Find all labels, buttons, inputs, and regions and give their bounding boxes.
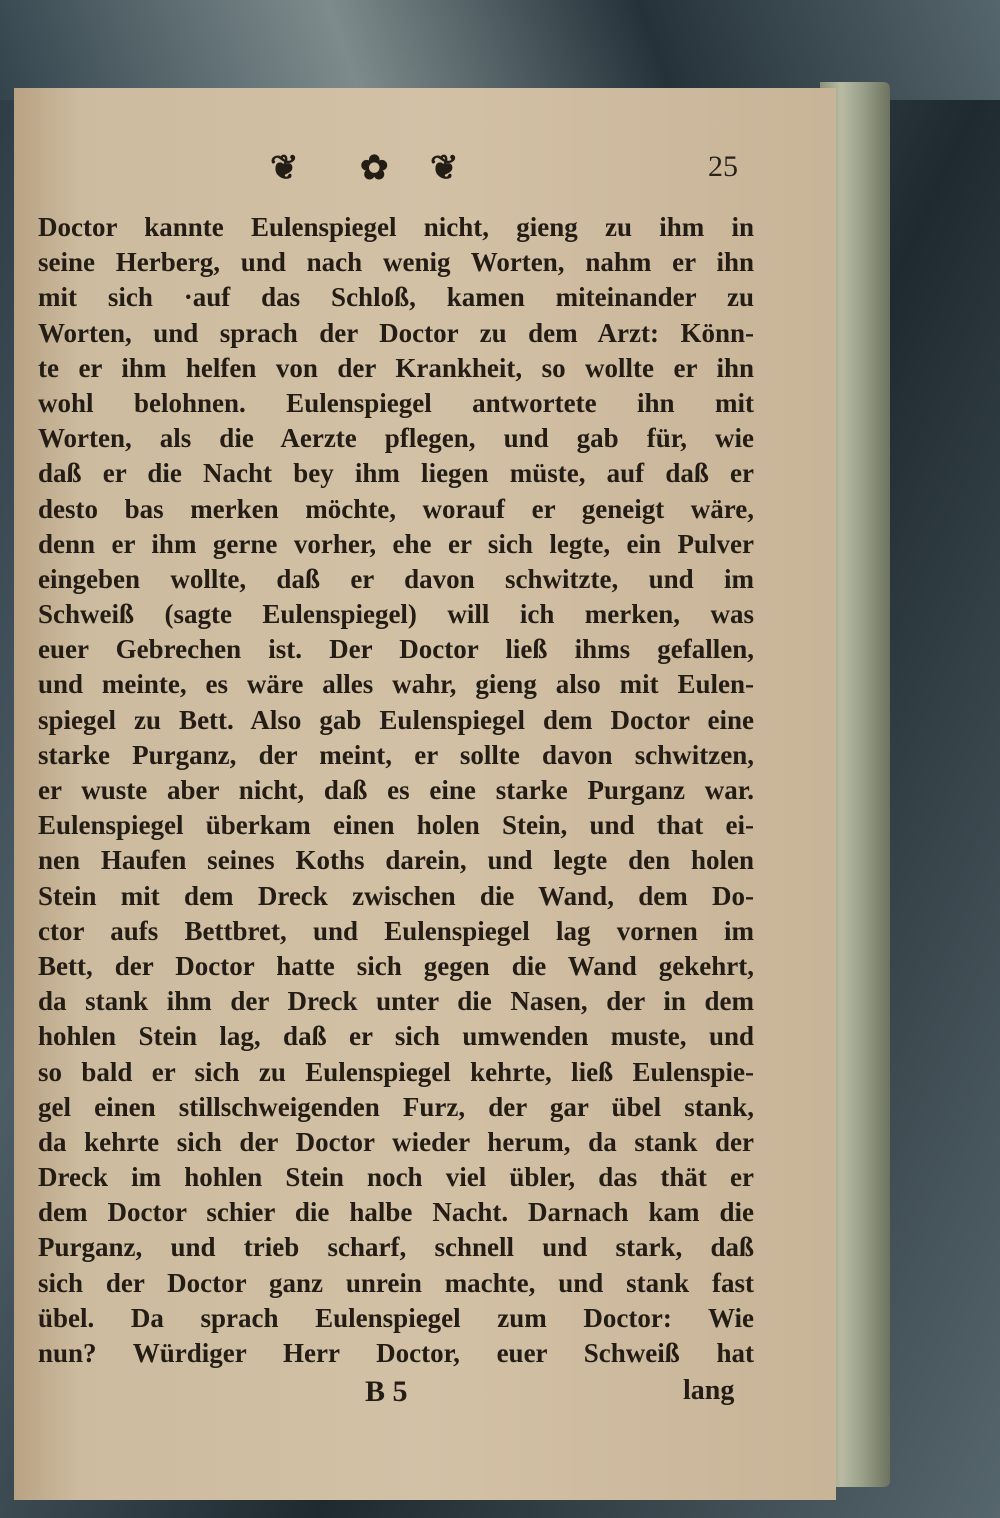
text-line: daß er die Nacht bey ihm liegen müste, auf daß er: [38, 458, 754, 489]
ornament-left-icon: ❦: [270, 148, 299, 188]
text-line: euer Gebrechen ist. Der Doctor ließ ihms gefallen,: [38, 634, 754, 665]
text-line: seine Herberg, und nach wenig Worten, nahm er ihn: [38, 247, 754, 278]
text-line: Doctor kannte Eulenspiegel nicht, gieng zu ihm in: [38, 212, 754, 242]
text-line: Stein mit dem Dreck zwischen die Wand, dem Do-: [38, 880, 754, 911]
text-line: da stank ihm der Dreck unter die Nasen, der in dem: [38, 986, 754, 1017]
text-line: mit sich ·auf das Schloß, kamen miteinander zu: [38, 282, 754, 313]
signature-mark: B 5: [365, 1375, 408, 1408]
text-line: er wuste aber nicht, daß es eine starke Purganz war.: [38, 775, 754, 805]
ornament-flower-icon: ✿: [360, 148, 389, 188]
text-line: dem Doctor schier die halbe Nacht. Darnach kam die: [38, 1197, 754, 1228]
text-line: Dreck im hohlen Stein noch viel übler, das thät er: [38, 1162, 754, 1193]
text-line: Purganz, und trieb scharf, schnell und stark, daß: [38, 1232, 754, 1263]
ornament-right-icon: ❦: [430, 148, 459, 188]
text-line: ctor aufs Bettbret, und Eulenspiegel lag vornen im: [38, 915, 754, 946]
text-line: te er ihm helfen von der Krankheit, so wollte er ihn: [38, 352, 754, 383]
text-line: Eulenspiegel überkam einen holen Stein, und that ei-: [38, 810, 754, 841]
text-line: Worten, als die Aerzte pflegen, und gab für, wie: [38, 423, 754, 454]
text-line: spiegel zu Bett. Also gab Eulenspiegel dem Doctor eine: [38, 704, 754, 735]
text-line: nen Haufen seines Koths darein, und legte den holen: [38, 845, 754, 876]
page-number: 25: [708, 150, 738, 183]
catchword: lang: [683, 1375, 735, 1406]
body-text: [38, 210, 754, 1371]
text-line: nun? Würdiger Herr Doctor, euer Schweiß hat: [38, 1338, 754, 1368]
text-line: da kehrte sich der Doctor wieder herum, da stank der: [38, 1126, 754, 1157]
text-line: übel. Da sprach Eulenspiegel zum Doctor: Wie: [38, 1302, 754, 1333]
text-line: sich der Doctor ganz unrein machte, und stank fast: [38, 1267, 754, 1298]
text-line: so bald er sich zu Eulenspiegel kehrte, ließ Eulenspie-: [38, 1056, 754, 1087]
text-line: eingeben wollte, daß er davon schwitzte, und im: [38, 563, 754, 594]
text-line: Worten, und sprach der Doctor zu dem Arzt: Könn-: [38, 317, 754, 348]
text-line: wohl belohnen. Eulenspiegel antwortete ihn mit: [38, 387, 754, 418]
text-line: gel einen stillschweigenden Furz, der gar übel stank,: [38, 1091, 754, 1122]
text-line: desto bas merken möchte, worauf er geneigt wäre,: [38, 493, 754, 524]
text-line: und meinte, es wäre alles wahr, gieng also mit Eulen-: [38, 669, 754, 700]
text-line: Schweiß (sagte Eulenspiegel) will ich merken, was: [38, 599, 754, 630]
text-line: Bett, der Doctor hatte sich gegen die Wand gekehrt,: [38, 950, 754, 981]
text-line: hohlen Stein lag, daß er sich umwenden muste, und: [38, 1021, 754, 1052]
text-line: denn er ihm gerne vorher, ehe er sich legte, ein Pulver: [38, 528, 754, 559]
text-line: starke Purganz, der meint, er sollte davon schwitzen,: [38, 739, 754, 770]
